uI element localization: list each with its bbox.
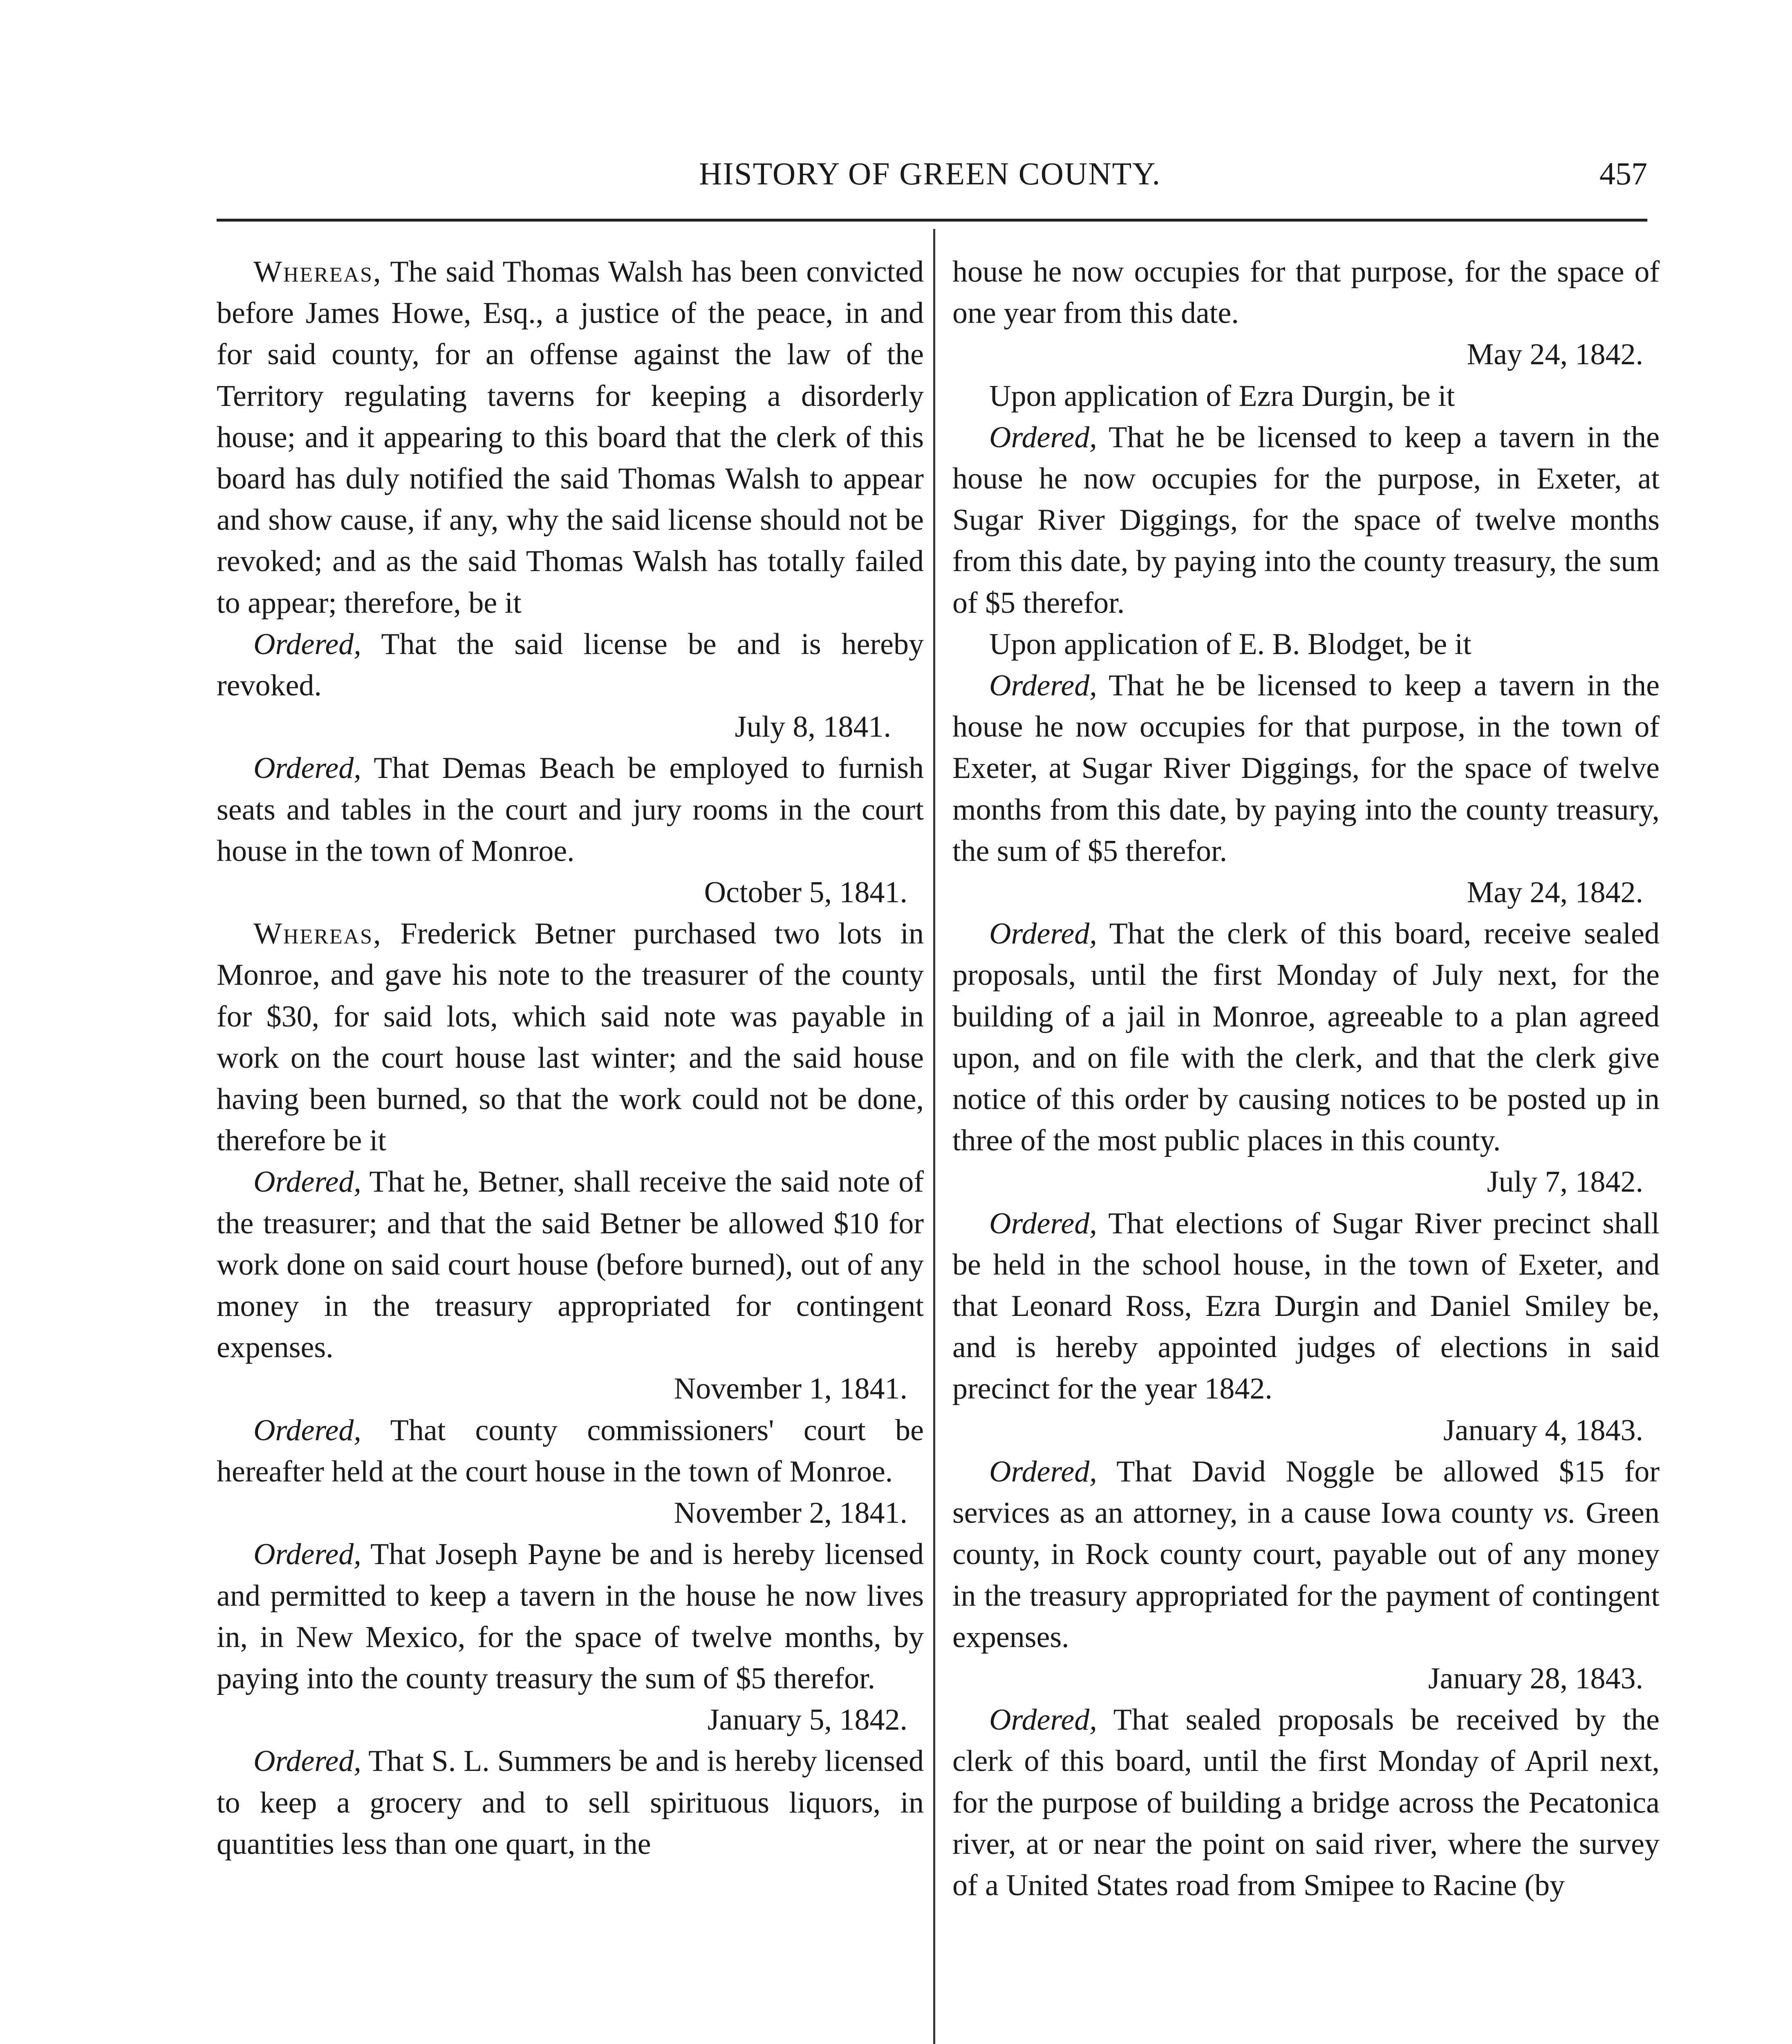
paragraph [952,913,1660,1161]
entry-date: July 7, 1842. [1487,1165,1643,1199]
paragraph [217,1534,924,1699]
paragraph-lead: Ordered, [253,1537,361,1571]
paragraph: house he now occupies for that purpose, for the space of one year from this date. [952,255,1660,330]
paragraph-text: That S. L. Summers be and is hereby licensed to keep a grocery and to sell spirituous liquors, in quantities less than one quart, in the [217,1744,924,1861]
paragraph: Upon application of Ezra Durgin, be it [989,379,1455,413]
running-title: HISTORY OF GREEN COUNTY. [699,156,1161,191]
column-divider [933,229,935,2044]
paragraph-text: That he be licensed to keep a tavern in the house he now occupies for the purpose, in Exeter, at Sugar River Diggings, for the space of twelve months from this date, by paying into the county treasury, the sum of $5 therefor. [952,420,1660,620]
paragraph-text: That the said license be and is hereby revoked. [217,627,924,703]
paragraph-text: Frederick Betner purchased two lots in Monroe, and gave his note to the treasurer of the county for $30, for said lots, which said note was payable in work on the court house last winter; and the said house having been burned, so that the work could not be done, therefore be it [217,917,924,1158]
paragraph [952,665,1660,872]
paragraph-text: That county commissioners' court be hereafter held at the court house in the town of Monroe. [217,1413,924,1488]
paragraph-lead: Ordered, [253,1413,361,1447]
entry-date: July 8, 1841. [735,710,891,744]
paragraph-lead: Ordered, [253,751,361,785]
paragraph-lead: Ordered, [989,917,1097,951]
entry-date: May 24, 1842. [1467,876,1643,910]
paragraph [217,913,924,1161]
paragraph [952,417,1660,624]
paragraph-text: That Joseph Payne be and is hereby licensed and permitted to keep a tavern in the house he now lives in, in New Mexico, for the space of twelve months, by paying into the county treasury the sum of $5 therefor. [217,1537,924,1695]
right-column [952,251,1660,1906]
paragraph [217,748,924,872]
page-header [213,151,1647,200]
paragraph-text: That Demas Beach be employed to furnish seats and tables in the court and jury rooms in the court house in the town of Monroe. [217,751,924,868]
paragraph-text: That he, Betner, shall receive the said note of the treasurer; and that the said Betner be allowed $10 for work done on said court house (before burned), out of any money in the treasury appropriated for contingent expenses. [217,1165,924,1365]
paragraph: Upon application of E. B. Blodget, be it [989,627,1472,661]
paragraph [217,1410,924,1493]
entry-date: November 1, 1841. [674,1372,907,1406]
paragraph-text: Green county, in Rock county court, payable out of any money in the treasury appropriated for the payment of contingent expenses. [952,1496,1660,1654]
header-rule [217,219,1647,222]
paragraph [217,624,924,706]
paragraph-text: That sealed proposals be received by the clerk of this board, until the first Monday of April next, for the purpose of building a bridge across the Pecatonica river, at or near the point on said river, where the survey of a United States road from Smipee to Racine (by [952,1703,1660,1902]
paragraph-text: That the clerk of this board, receive sealed proposals, until the first Monday of July next, for the building of a jail in Monroe, agreeable to a plan agreed upon, and on file with the clerk, and that the clerk give notice of this order by causing notices to be posted up in three of the most public places in this county. [952,917,1660,1158]
page-number: 457 [1599,156,1647,191]
paragraph [952,1699,1660,1906]
entry-date: January 4, 1843. [1443,1413,1643,1447]
entry-date: November 2, 1841. [674,1496,907,1530]
paragraph-lead: Ordered, [253,1165,361,1199]
paragraph-lead: Ordered, [253,627,361,661]
left-column [217,251,924,1865]
paragraph-lead: Ordered, [253,1744,361,1778]
paragraph-text: The said Thomas Walsh has been convicted before James Howe, Esq., a justice of the peace, in and for said county, for an offense against the law of the Territory regulating taverns for keeping a disorderly house; and it appearing to this board that the clerk of this board has duly notified the said Thomas Walsh to appear and show cause, if any, why the said license should not be revoked; and as the said Thomas Walsh has totally failed to appear; therefore, be it [217,255,924,620]
paragraph-text: That he be licensed to keep a tavern in the house he now occupies for that purpose, in the town of Exeter, at Sugar River Diggings, for the space of twelve months from this date, by paying into the county treasury, the sum of $5 therefor. [952,669,1660,868]
paragraph-lead: Ordered, [989,420,1097,454]
paragraph-lead: Ordered, [989,669,1097,703]
paragraph-text: That David Noggle be allowed $15 for services as an attorney, in a cause Iowa county [952,1455,1660,1530]
paragraph-lead: Whereas, [253,917,382,951]
paragraph [952,1451,1660,1658]
paragraph-lead: Ordered, [989,1206,1097,1240]
paragraph-lead: Ordered, [989,1703,1097,1737]
versus-abbrev: vs. [1543,1496,1576,1530]
paragraph [217,251,924,624]
entry-date: May 24, 1842. [1467,338,1643,372]
paragraph-text: That elections of Sugar River precinct shall be held in the school house, in the town of Exeter, and that Leonard Ross, Ezra Durgin and Daniel Smiley be, and is hereby appointed judges of elections in said precinct for the year 1842. [952,1206,1660,1406]
paragraph [217,1741,924,1865]
entry-date: January 28, 1843. [1428,1661,1643,1695]
entry-date: January 5, 1842. [707,1703,907,1737]
entry-date: October 5, 1841. [704,876,907,910]
paragraph [952,1203,1660,1410]
paragraph-lead: Ordered, [989,1455,1097,1488]
paragraph-lead: Whereas, [253,255,382,289]
paragraph [217,1161,924,1368]
